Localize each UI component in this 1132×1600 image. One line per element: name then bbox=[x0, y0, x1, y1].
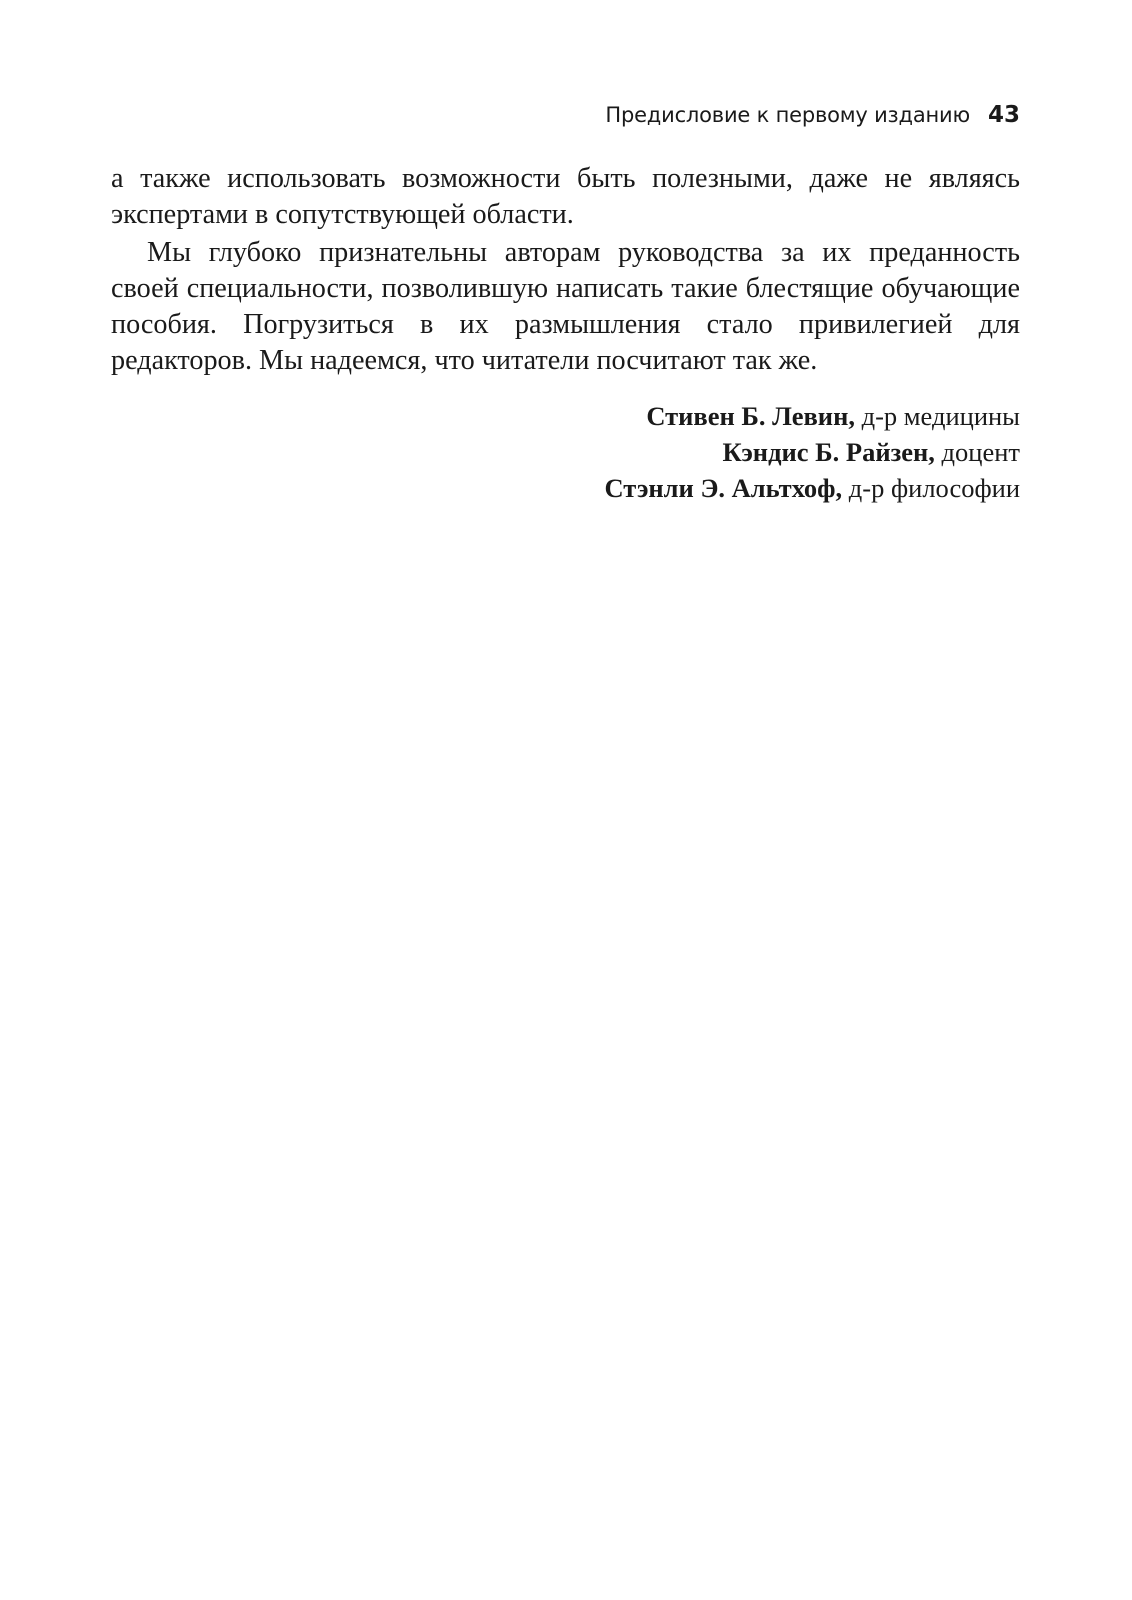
running-header-title: Предисловие к первому изданию bbox=[605, 103, 970, 127]
signature-levine bbox=[111, 398, 1020, 434]
signature-althof bbox=[111, 470, 1020, 506]
signature-name: Стэнли Э. Альтхоф, bbox=[604, 473, 843, 503]
signature-block bbox=[111, 398, 1020, 506]
paragraph-acknowledgement: Мы глубоко признательны авторам руководства за их преданность своей специальности, позволившую написать такие блестящие обучающие пособия. Погрузиться в их размышления стало привилегией для редакторов. Мы надеемся, что читатели посчитают так же. bbox=[111, 236, 1020, 377]
page-number: 43 bbox=[987, 102, 1020, 128]
signature-title: д-р философии bbox=[842, 473, 1020, 503]
signature-title: доцент bbox=[934, 437, 1020, 467]
signature-title: д-р медицины bbox=[854, 401, 1020, 431]
body-text bbox=[111, 161, 1020, 380]
signature-risen bbox=[111, 434, 1020, 470]
paragraph-continuation: а также использовать возможности быть полезными, даже не являясь экспертами в сопутствующей области. bbox=[111, 163, 1020, 231]
running-header bbox=[111, 100, 1020, 130]
signature-name: Кэндис Б. Райзен, bbox=[722, 437, 935, 467]
signature-name: Стивен Б. Левин, bbox=[646, 401, 855, 431]
